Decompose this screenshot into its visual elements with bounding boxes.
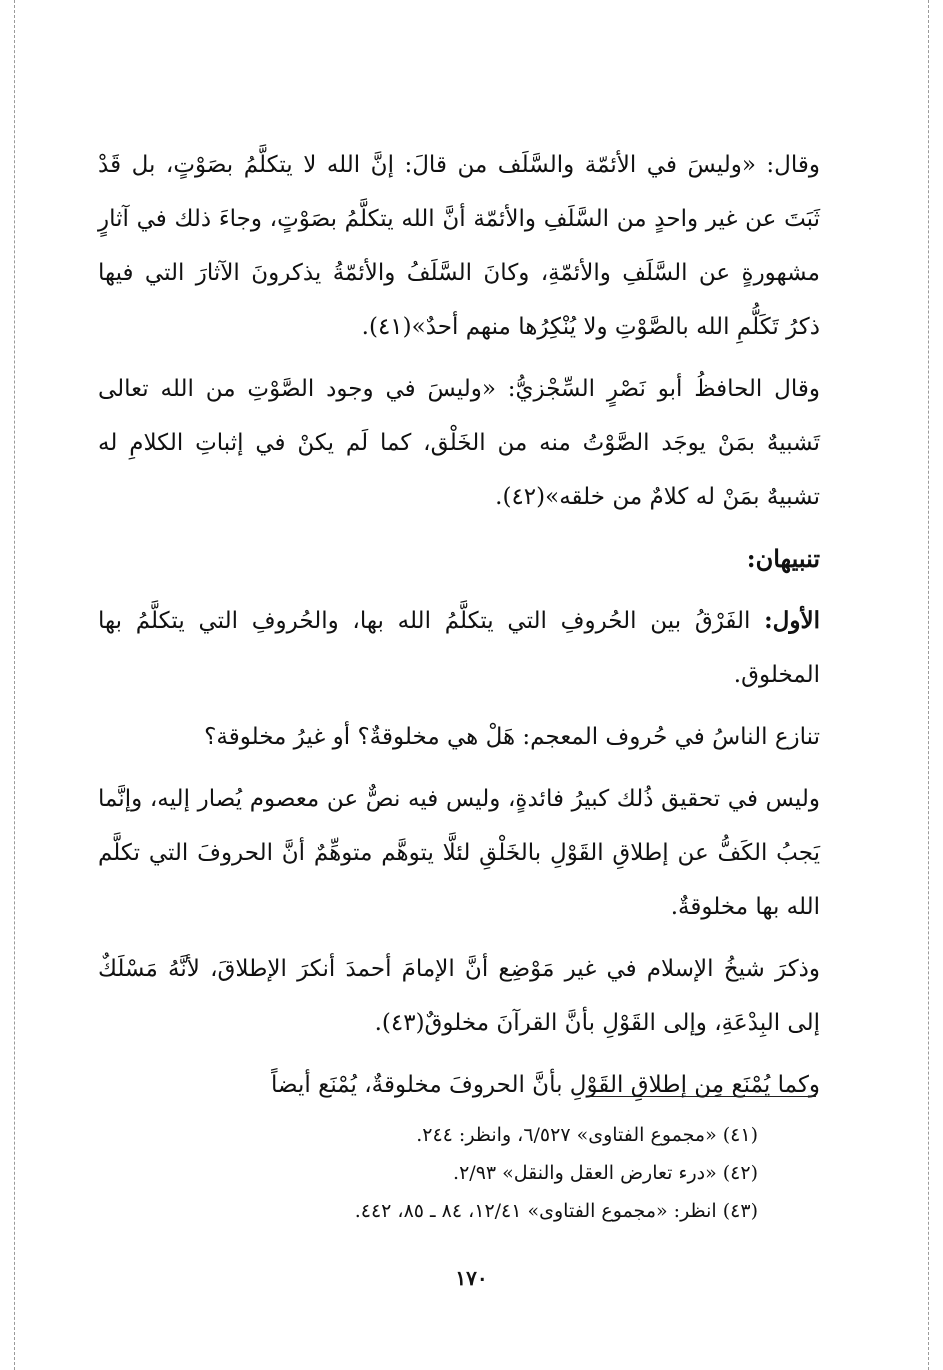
section-heading: تنبيهان: — [746, 544, 820, 573]
first-note-text: الفَرْقُ بين الحُروفِ التي يتكلَّمُ الله بها، والحُروفِ التي يتكلَّمُ بها المخلوق. — [98, 608, 820, 688]
paragraph-shaykh-islam: وذكرَ شيخُ الإسلام في غير مَوْضِع أنَّ الإمامَ أحمدَ أنكرَ الإطلاقَ، لأنَّهُ مَسْلَكٌ إلى البِدْعَةِ، وإلى القَوْلِ بأنَّ القرآنَ مخلوقٌ(٤٣). — [98, 956, 820, 1036]
footnotes — [98, 1116, 758, 1230]
footnote-41: (٤١) «مجموع الفتاوى» ٦/٥٢٧، وانظر: ٢٤٤. — [416, 1124, 758, 1146]
paragraph-continuation: وكما يُمْنَع مِن إطلاقِ القَوْلِ بأنَّ الحروفَ مخلوقةٌ، يُمْنَع أيضاً — [271, 1072, 820, 1098]
paragraph-no-benefit: وليس في تحقيق ذُلك كبيرُ فائدةٍ، وليس فيه نصٌّ عن معصوم يُصار إليه، وإنَّما يَجبُ الكَفُّ عن إطلاقِ القَوْلِ بالخَلْقِ لئلَّا يتوهَّم متوهِّمٌ أنَّ الحروفَ التي تكلَّم الله بها مخلوقةٌ. — [98, 786, 820, 920]
left-margin-guide — [14, 0, 15, 1370]
footnote-separator — [590, 1096, 816, 1097]
footnote-42: (٤٢) «درء تعارض العقل والنقل» ٢/٩٣. — [453, 1162, 758, 1184]
first-note-lead: الأول: — [764, 607, 820, 634]
paragraph-dispute: تنازع الناسُ في حُروف المعجم: هَلْ هي مخلوقةٌ؟ أو غيرُ مخلوقة؟ — [204, 724, 820, 750]
paragraph-quote-salaf: وقال: «وليسَ في الأئمّة والسَّلَف من قالَ: إنَّ الله لا يتكلَّمُ بصَوْتٍ، بل قَدْ ثَبَتَ عن غير واحدٍ من السَّلَفِ والأئمّة أنَّ الله يتكلَّمُ بصَوْتٍ، وجاءَ ذلك في آثارٍ مشهورةٍ عن السَّلَفِ والأئمّةِ، وكانَ السَّلَفُ والأئمّةُ يذكرونَ الآثارَ التي فيها ذكرُ تَكَلُّمِ الله بالصَّوْتِ ولا يُنْكِرُها منهم أحدٌ»(٤١). — [98, 152, 820, 340]
page-body — [98, 138, 820, 1120]
footnote-43: (٤٣) انظر: «مجموع الفتاوى» ١٢/٤١، ٨٤ ـ ٨٥، ٤٤٢. — [354, 1200, 758, 1222]
right-margin-guide — [928, 0, 929, 1370]
paragraph-first-note — [98, 594, 820, 702]
page-number: ١٧٠ — [455, 1266, 488, 1290]
paragraph-quote-sijzi: وقال الحافظُ أبو نَصْرٍ السِّجْزيُّ: «وليسَ في وجود الصَّوْتِ من الله تعالى تَشبيهٌ بمَنْ يوجَد الصَّوْتُ منه من الخَلْق، كما لَم يكنْ في إثباتِ الكلامِ له تشبيهٌ بمَنْ له كلامٌ من خلقه»(٤٢). — [98, 376, 820, 510]
